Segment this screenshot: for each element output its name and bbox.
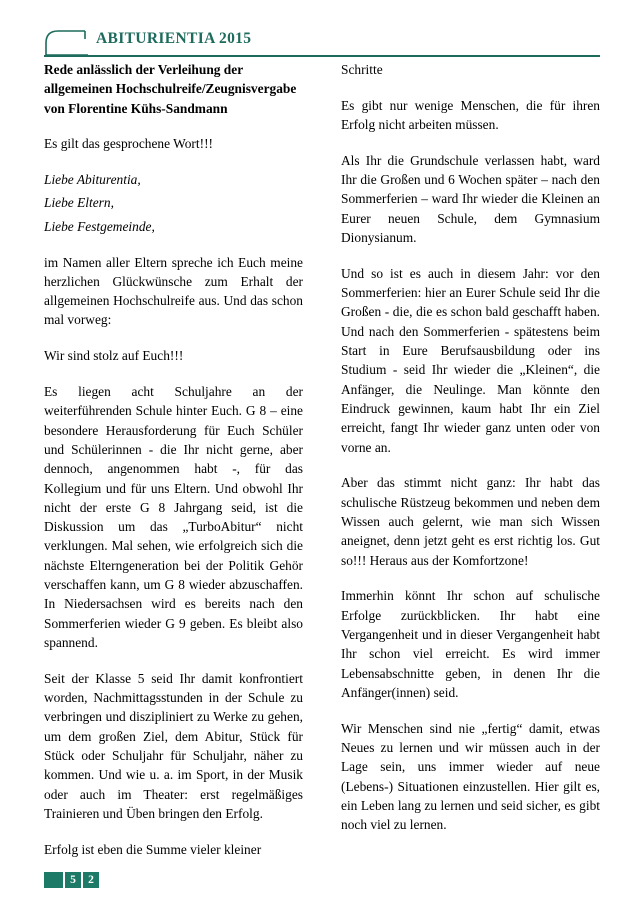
masthead-rule bbox=[44, 55, 600, 57]
body-paragraph: Als Ihr die Grundschule verlassen habt, ward Ihr die Großen und 6 Wochen später – nach den Sommerferien – ward Ihr wieder die Kleinen an Eurer neuen Schule, dem Gymnasium Dionysianum. bbox=[341, 152, 600, 246]
body-paragraph-continued: Erfolg ist eben die Summe vieler kleiner bbox=[44, 841, 262, 857]
speech-note: Es gilt das gesprochene Wort!!! bbox=[44, 136, 213, 152]
body-paragraph: im Namen aller Eltern spreche ich Euch meine herzlichen Glückwünsche zum Erhalt der allgemeinen Hochschulreife aus. Und das schon mal vorweg: bbox=[44, 254, 303, 328]
body-paragraph: Und so ist es auch in diesem Jahr: vor den Sommerferien: hier an Eurer Schule seid Ihr die Großen - die, die es schon bald geschafft haben. Und nach den Sommerferien - spätestens beim Start in Eure Berufsausbildung oder ins Studium - seid Ihr wieder die „Kleinen“, die Anfänger, die Neulinge. Man könnte den Eindruck gewinnen, kaum habt Ihr ein Ziel erreicht, fangt Ihr wieder ganz unten oder von vorne an. bbox=[341, 265, 600, 455]
page-folio bbox=[44, 871, 101, 889]
body-paragraph: Immerhin könnt Ihr schon auf schulische Erfolge zurückblicken. Ihr habt eine Vergangenheit und in dieser Vergangenheit habt Ihr schon viel erreicht. Es wird immer Lebensabschnitte geben, in denen Ihr die Anfänger(innen) seid. bbox=[341, 588, 600, 700]
folio-digit-tens: 5 bbox=[65, 872, 81, 888]
salutation-line-1: Liebe Abiturentia, bbox=[44, 172, 141, 188]
bracket-ornament-icon bbox=[44, 30, 88, 56]
masthead-title: ABITURIENTIA 2015 bbox=[96, 30, 252, 47]
masthead bbox=[44, 28, 600, 58]
salutation-line-3: Liebe Festgemeinde, bbox=[44, 218, 155, 234]
left-column bbox=[44, 60, 303, 860]
article-columns bbox=[44, 60, 600, 860]
body-paragraph: Seit der Klasse 5 seid Ihr damit konfrontiert worden, Nachmittagsstunden in der Schule zu verbringen und diszipliniert zu Werke zu gehen, um dem großen Ziel, dem Abitur, Stück für Stück oder Schuljahr für Schuljahr, näher zu kommen. Und wie u. a. im Sport, in der Musik oder auch im Theater: erst regelmäßiges Trainieren und Üben bringen den Erfolg. bbox=[44, 670, 303, 821]
body-paragraph: Es liegen acht Schuljahre an der weiterführenden Schule hinter Euch. G 8 – eine besondere Herausforderung für Euch Schüler und Schülerinnen - die Ihr nicht gerne, aber dennoch, angenommen habt -, für das Kollegium und für uns Eltern. Und obwohl Ihr nicht der erste G 8 Jahrgang seid, ist die Diskussion um das „TurboAbitur“ nicht verklungen. Mal sehen, wie erfolgreich sich die nächste Elterngeneration bei der Politik Gehör verschaffen kann, um G 8 wieder abzuschaffen. In Niedersachsen wird es bereits nach den Sommerferien wieder G 9 geben. Es bleibt also spannend. bbox=[44, 384, 303, 650]
folio-block-ornament bbox=[44, 872, 63, 888]
body-paragraph: Wir Menschen sind nie „fertig“ damit, etwas Neues zu lernen und wir müssen auch in der Lage sein, uns immer wieder auf neue (Lebens-) Situationen einzustellen. Hier gilt es, ein Leben lang zu lernen und seid sicher, es gibt noch viel zu lernen. bbox=[341, 720, 600, 833]
right-column bbox=[341, 60, 600, 860]
article-heading: Rede anlässlich der Verleihung der allgemeinen Hochschulreife/Zeugnisvergabe von Florentine Kühs-Sandmann bbox=[44, 62, 297, 116]
body-paragraph-continuation: Schritte bbox=[341, 62, 383, 77]
body-paragraph: Aber das stimmt nicht ganz: Ihr habt das schulische Rüstzeug bekommen und neben dem Wissen auch gelernt, wie man sich Wissen aneignet, denn jetzt geht es erst richtig los. Gut so!!! Heraus aus der Komfortzone! bbox=[341, 475, 600, 568]
body-paragraph: Wir sind stolz auf Euch!!! bbox=[44, 348, 184, 364]
salutation-line-2: Liebe Eltern, bbox=[44, 195, 114, 211]
body-paragraph: Es gibt nur wenige Menschen, die für ihren Erfolg nicht arbeiten müssen. bbox=[341, 97, 600, 133]
folio-digit-ones: 2 bbox=[83, 872, 99, 888]
